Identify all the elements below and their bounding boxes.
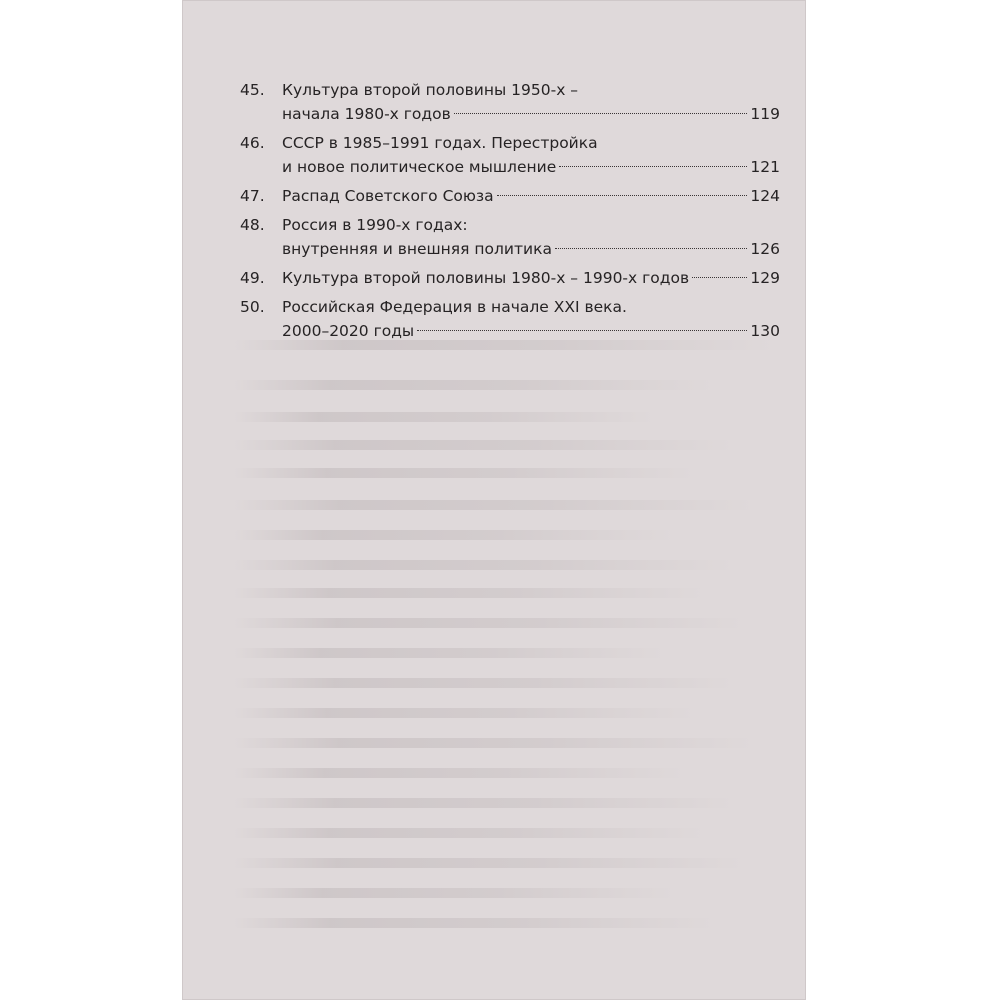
show-through-line — [234, 738, 754, 748]
show-through-line — [234, 500, 754, 510]
toc-entry-title-line: Россия в 1990-х годах: — [282, 216, 468, 234]
show-through-line — [234, 798, 734, 808]
show-through-line — [234, 918, 714, 928]
toc-entry-number: 49. — [240, 269, 265, 287]
dot-leader — [692, 277, 747, 278]
toc-entry-number: 47. — [240, 187, 265, 205]
show-through-line — [234, 440, 734, 450]
toc-entry-title-line: внутренняя и внешняя политика — [282, 240, 552, 258]
toc-entry-number: 46. — [240, 134, 265, 152]
show-through-line — [234, 412, 654, 422]
toc-page-number: 124 — [750, 187, 780, 205]
toc-page-number: 129 — [750, 269, 780, 287]
show-through-line — [234, 380, 714, 390]
dot-leader — [454, 113, 748, 114]
show-through-line — [234, 858, 744, 868]
dot-leader — [417, 330, 747, 331]
toc-entry-title-line: и новое политическое мышление — [282, 158, 557, 176]
show-through-line — [234, 678, 734, 688]
toc-entry-title-line: Российская Федерация в начале XXI века. — [282, 298, 627, 316]
toc-page-number: 130 — [750, 322, 780, 340]
toc-page-number: 121 — [750, 158, 780, 176]
show-through-line — [234, 618, 744, 628]
toc-entry-title-line: СССР в 1985–1991 годах. Перестройка — [282, 134, 598, 152]
toc-entry-title-line: Культура второй половины 1950-х – — [282, 81, 579, 99]
toc-entry[interactable] — [240, 184, 780, 208]
toc-entry-title-line: 2000–2020 годы — [282, 322, 415, 340]
toc-entry[interactable] — [240, 266, 780, 290]
toc-entry[interactable] — [240, 295, 780, 343]
show-through-line — [234, 588, 704, 598]
show-through-line — [234, 708, 694, 718]
toc-page-number: 126 — [750, 240, 780, 258]
show-through-line — [234, 468, 694, 478]
show-through-line — [234, 888, 674, 898]
toc-entry-number: 48. — [240, 216, 265, 234]
dot-leader — [497, 195, 748, 196]
dot-leader — [559, 166, 747, 167]
show-through-line — [234, 530, 674, 540]
toc-entry[interactable] — [240, 78, 780, 126]
book-page — [182, 0, 806, 1000]
dot-leader — [555, 248, 747, 249]
table-of-contents — [240, 78, 780, 348]
toc-entry[interactable] — [240, 213, 780, 261]
toc-entry-title-line: Распад Советского Союза — [282, 187, 494, 205]
show-through-line — [234, 648, 664, 658]
toc-entry-title-line: начала 1980-х годов — [282, 105, 451, 123]
toc-entry-title-line: Культура второй половины 1980-х – 1990-х годов — [282, 269, 690, 287]
show-through-line — [234, 828, 704, 838]
toc-entry-number: 45. — [240, 81, 265, 99]
toc-entry-number: 50. — [240, 298, 265, 316]
toc-entry[interactable] — [240, 131, 780, 179]
toc-page-number: 119 — [750, 105, 780, 123]
show-through-line — [234, 768, 684, 778]
show-through-line — [234, 560, 734, 570]
